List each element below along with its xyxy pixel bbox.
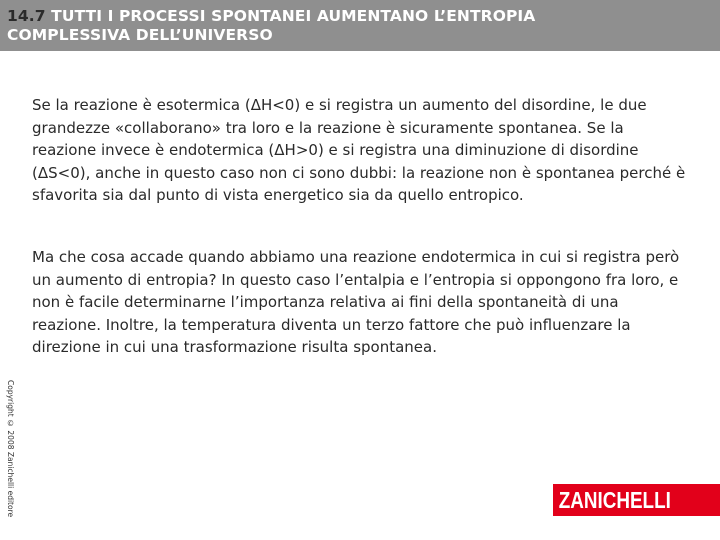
header-bar — [0, 0, 720, 51]
paragraph-2: Ma che cosa accade quando abbiamo una reazione endotermica in cui si registra però un aumento di entropia? In questo caso l’entalpia e l’entropia si oppongono fra loro, e non è facile determinarne l’importanza relativa ai fini della spontaneità di una reazione. Inoltre, la temperatura diventa un terzo fattore che può influenzare la direzione in cui una trasformazione risulta spontanea. — [32, 248, 680, 356]
zanichelli-logo — [553, 484, 720, 516]
title-line-2: COMPLESSIVA DELL’UNIVERSO — [7, 26, 273, 44]
logo-text: ZANICHELLI — [558, 486, 671, 513]
section-number: 14.7 — [7, 7, 46, 25]
title-line-1: TUTTI I PROCESSI SPONTANEI AUMENTANO L’ENTROPIA — [45, 7, 536, 25]
copyright-notice: Copyright © 2008 Zanichelli editore — [6, 380, 15, 518]
slide-title — [7, 7, 713, 45]
paragraph-1: Se la reazione è esotermica (ΔH<0) e si registra un aumento del disordine, le due grandezze «collaborano» tra loro e la reazione è sicuramente spontanea. Se la reazione invece è endotermica (ΔH>0) e si registra una diminuzione di disordine (ΔS<0), anche in questo caso non ci sono dubbi: la reazione non è spontanea perché è sfavorita sia dal punto di vista energetico sia da quello entropico. — [32, 96, 686, 204]
